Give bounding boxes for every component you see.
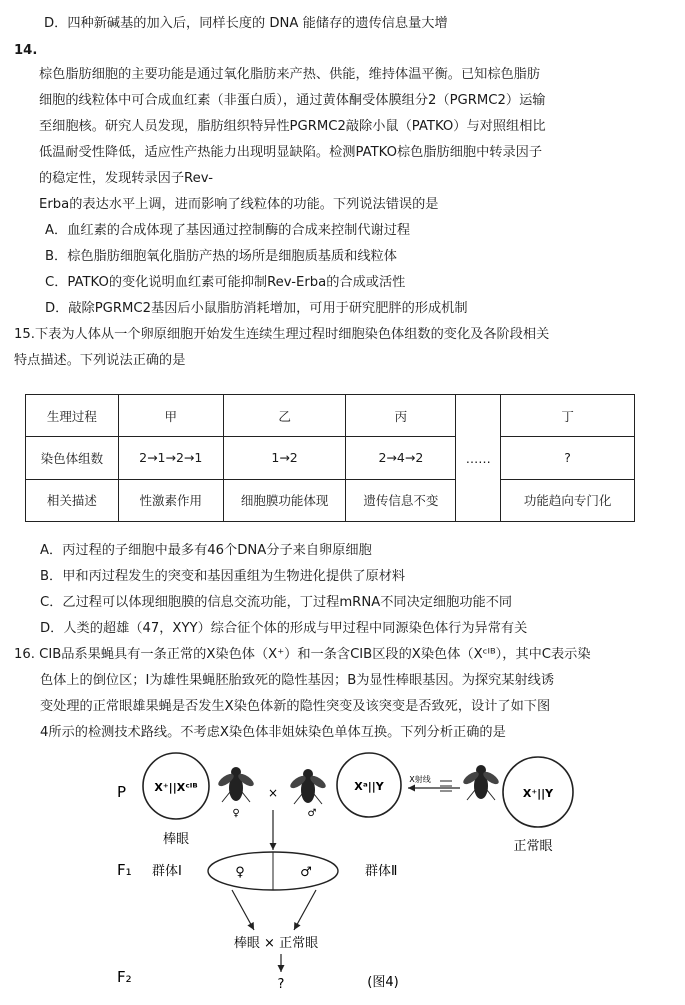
female-selection-arrow [232,890,254,930]
female-fly-icon [216,767,255,802]
female-symbol: ♀ [232,808,240,819]
parent1-genotype: X⁺||Xᶜᴵᴮ [154,781,198,794]
table-cell: 丙 [346,395,456,437]
q15-option-c: C．乙过程可以体现细胞膜的信息交流功能，丁过程mRNA不同决定细胞功能不同 [40,595,513,610]
q16-stem-line2: 色体上的倒位区；I为雄性果蝇胚胎致死的隐性基因；B为显性棒眼基因。为探究某射线诱 [40,673,555,688]
table-cell: 2→4→2 [346,437,456,479]
f1-cross-label: 棒眼 × 正常眼 [233,936,319,951]
normal-male-fly-icon [461,765,500,800]
figure-4-diagram [0,750,685,1005]
q14-stem-line4: 低温耐受性降低，适应性产热能力出现明显缺陷。检测PATKO棕色脂肪细胞中转录因子 [39,145,543,160]
q14-option-c: C．PATKO的变化说明血红素可能抑制Rev-Erba的合成或活性 [45,275,406,290]
table-row [26,437,635,479]
table-cell: 乙 [223,395,346,437]
q14-option-d: D．敲除PGRMC2基因后小鼠脂肪消耗增加，可用于研究肥胖的形成机制 [45,301,468,316]
q15-option-a: A．丙过程的子细胞中最多有46个DNA分子来自卵原细胞 [40,543,372,558]
f1-female-symbol: ♀ [235,865,245,880]
q15-option-b: B．甲和丙过程发生的突变和基因重组为生物进化提供了原材料 [40,569,406,584]
q16-stem-line1: 16. CIB品系果蝇具有一条正常的X染色体（X⁺）和一条含CIB区段的X染色体（Xᶜᴵᴮ），其中C表示染 [14,647,591,662]
q16-stem-line4: 4所示的检测技术路线。不考虑X染色体非姐妹染色单体互换。下列分析正确的是 [40,725,506,740]
table-cell: 细胞膜功能体现 [223,479,346,521]
male-selection-arrow [294,890,316,930]
q15-stem-line2: 特点描述。下列说法正确的是 [14,353,186,368]
table-cell: 2→1→2→1 [118,437,223,479]
f1-generation-label: F₁ [117,861,132,879]
figure-caption: (图4) [367,975,399,990]
table-cell: 性激素作用 [118,479,223,521]
male-symbol: ♂ [307,808,317,819]
chromosome-table [25,394,635,522]
table-ellipsis: …… [456,395,501,522]
parent2-genotype: Xᵃ||Y [354,780,384,793]
table-row [26,395,635,437]
table-cell: 甲 [118,395,223,437]
q14-stem-line1: 棕色脂肪细胞的主要功能是通过氧化脂肪来产热、供能，维持体温平衡。已知棕色脂肪 [39,67,541,82]
q15-option-d: D．人类的超雄（47，XYY）综合征个体的形成与甲过程中同源染色体行为异常有关 [40,621,528,636]
parent3-phenotype: 正常眼 [513,839,553,854]
q14-number: 14. [14,43,38,58]
p-generation-label: P [117,783,127,801]
table-cell: ? [501,437,635,479]
q14-stem-line2: 细胞的线粒体中可合成血红素（非蛋白质），通过黄体酮受体膜组分2（PGRMC2）运输 [39,93,546,108]
table-cell: 相关描述 [26,479,119,521]
cross-symbol: × [267,786,279,800]
q14-stem-line6: Erba的表达水平上调，进而影响了线粒体的功能。下列说法错误的是 [39,197,439,212]
male-fly-icon [288,769,327,804]
q14-option-a: A．血红素的合成体现了基因通过控制酶的合成来控制代谢过程 [45,223,411,238]
f2-generation-label: F₂ [117,968,132,986]
parent1-phenotype: 棒眼 [162,832,190,847]
group1-label: 群体Ⅰ [152,864,182,879]
treatment-label: X射线 [409,775,431,784]
table-cell: 功能趋向专门化 [501,479,635,521]
f2-question-mark: ? [277,977,285,992]
table-cell: 丁 [501,395,635,437]
q15-stem-line1: 15.下表为人体从一个卵原细胞开始发生连续生理过程时细胞染色体组数的变化及各阶段相关 [14,327,550,342]
table-cell: 生理过程 [26,395,119,437]
q16-stem-line3: 变处理的正常眼雄果蝇是否发生X染色体新的隐性突变及该突变是否致死，设计了如下图 [40,699,551,714]
parent3-genotype: X⁺||Y [522,787,554,800]
q14-stem-line5: 的稳定性，发现转录因子Rev- [39,171,213,186]
table-row [26,479,635,521]
q13-option-d: D．四种新碱基的加入后，同样长度的 DNA 能储存的遗传信息量大增 [44,16,448,31]
group2-label: 群体Ⅱ [365,864,398,879]
table-cell: 染色体组数 [26,437,119,479]
table-cell: 遗传信息不变 [346,479,456,521]
f1-male-symbol: ♂ [300,865,312,880]
q14-stem-line3: 至细胞核。研究人员发现，脂肪组织特异性PGRMC2敲除小鼠（PATKO）与对照组相比 [39,119,546,134]
radiation-icon [440,781,452,791]
q14-option-b: B．棕色脂肪细胞氧化脂肪产热的场所是细胞质基质和线粒体 [45,249,397,264]
table-cell: 1→2 [223,437,346,479]
